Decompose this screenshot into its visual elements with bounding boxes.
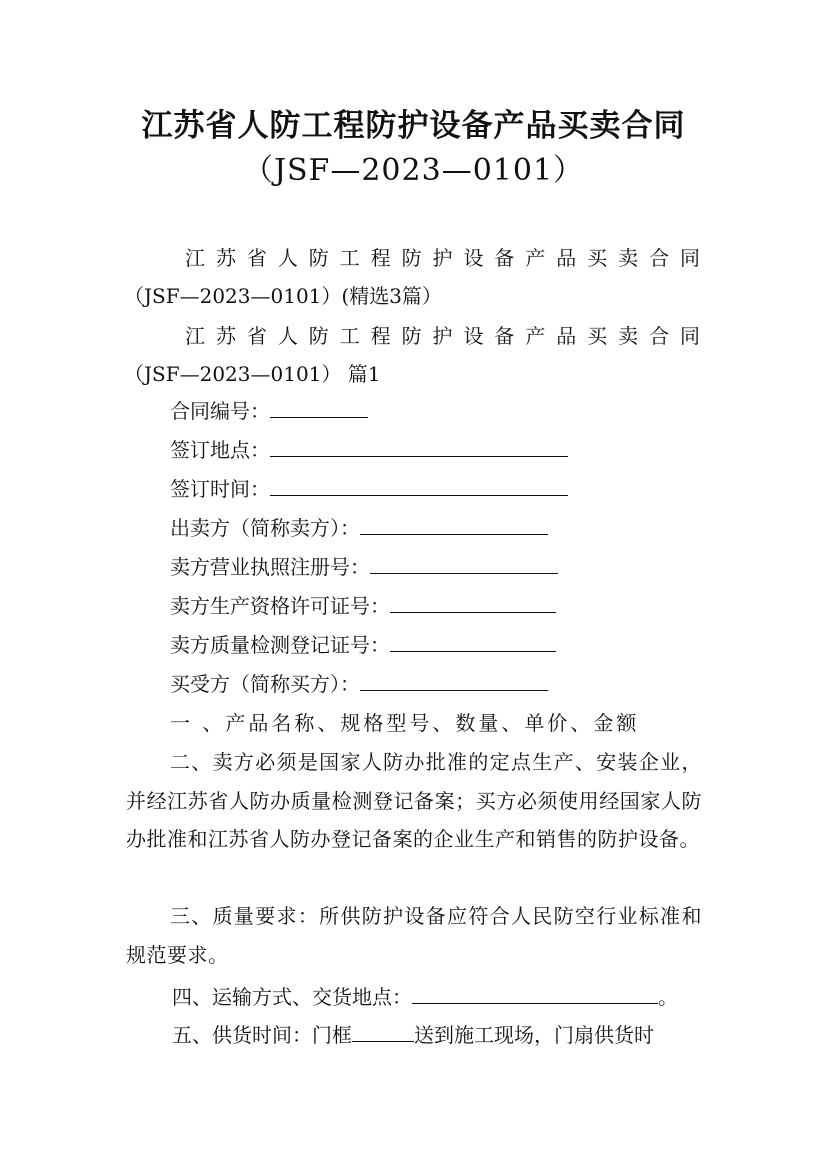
spread-char: 工 (339, 246, 360, 270)
intro-line-1 (185, 242, 700, 271)
field-contract-no (170, 398, 368, 424)
field-sign-time (170, 476, 568, 502)
field-seller-quality (170, 632, 556, 658)
spread-char: 防 (308, 246, 329, 270)
spread-char: 程 (370, 324, 391, 348)
clause-5 (172, 1022, 654, 1048)
field-buyer (170, 671, 548, 697)
field-seller-permit (170, 593, 556, 619)
field-seller-license-label: 卖方营业执照注册号： (170, 555, 370, 579)
intro-line-3 (185, 320, 700, 349)
clause-5-part-b: 送到施工现场，门扇供货时 (414, 1023, 654, 1047)
seller-permit-blank[interactable] (390, 594, 556, 613)
spread-char: 防 (308, 324, 329, 348)
seller-quality-blank[interactable] (390, 633, 556, 652)
intro-line-4: （JSF—2023—0101） 篇1 (124, 362, 381, 386)
spread-char: 防 (401, 246, 422, 270)
spread-char: 产 (525, 324, 546, 348)
buyer-blank[interactable] (360, 672, 548, 691)
spread-char: 人 (277, 324, 298, 348)
spread-char: 卖 (618, 246, 639, 270)
frame-delivery-blank[interactable] (352, 1023, 414, 1042)
sign-place-blank[interactable] (270, 438, 568, 457)
spread-char: 备 (494, 246, 515, 270)
clause-4 (172, 984, 678, 1010)
sign-time-blank[interactable] (270, 477, 568, 496)
spread-char: 省 (246, 246, 267, 270)
contract-no-blank[interactable] (270, 399, 368, 418)
field-seller-permit-label: 卖方生产资格许可证号： (170, 594, 390, 618)
spread-char: 买 (587, 324, 608, 348)
field-seller-label: 出卖方（简称卖方）： (170, 516, 360, 540)
field-sign-time-label: 签订时间： (170, 477, 270, 501)
clause-5-part-a: 五、供货时间：门框 (172, 1023, 352, 1047)
spread-char: 省 (246, 324, 267, 348)
spread-char: 江 (185, 246, 205, 270)
spread-char: 人 (277, 246, 298, 270)
clause-4-end: 。 (658, 985, 678, 1009)
spread-char: 同 (680, 324, 700, 348)
seller-license-blank[interactable] (370, 555, 558, 574)
field-buyer-label: 买受方（简称买方）： (170, 672, 360, 696)
clause-3: 三、质量要求：所供防护设备应符合人民防空行业标准和规范要求。 (126, 904, 702, 967)
spread-char: 苏 (215, 246, 236, 270)
spread-char: 设 (463, 324, 484, 348)
spread-char: 护 (432, 246, 453, 270)
field-sign-place (170, 437, 568, 463)
seller-blank[interactable] (360, 516, 548, 535)
spread-char: 护 (432, 324, 453, 348)
field-seller-quality-label: 卖方质量检测登记证号： (170, 633, 390, 657)
spread-char: 品 (556, 324, 577, 348)
spread-char: 防 (401, 324, 422, 348)
spread-char: 卖 (618, 324, 639, 348)
field-seller (170, 515, 548, 541)
field-sign-place-label: 签订地点： (170, 438, 270, 462)
spread-char: 程 (370, 246, 391, 270)
clause-4-label: 四、运输方式、交货地点： (172, 985, 412, 1009)
clause-1: 一 、产品名称、规格型号、数量、单价、金额 (170, 711, 640, 735)
field-seller-license (170, 554, 558, 580)
document-code: （JSF—2023—0101） (242, 153, 585, 188)
spread-char: 江 (185, 324, 205, 348)
spread-char: 合 (649, 324, 670, 348)
spread-char: 备 (494, 324, 515, 348)
field-contract-no-label: 合同编号： (170, 399, 270, 423)
delivery-place-blank[interactable] (412, 985, 658, 1004)
clause-2: 二、卖方必须是国家人防办批准的定点生产、安装企业，并经江苏省人防办质量检测登记备案；买方必须使用经国家人防办批准和江苏省人防办登记备案的企业生产和销售的防护设备。 (126, 750, 702, 851)
intro-line-2: （JSF—2023—0101）(精选3篇） (124, 284, 442, 308)
document-title: 江苏省人防工程防护设备产品买卖合同 (141, 108, 686, 144)
spread-char: 苏 (215, 324, 236, 348)
spread-char: 品 (556, 246, 577, 270)
spread-char: 工 (339, 324, 360, 348)
spread-char: 同 (680, 246, 700, 270)
spread-char: 产 (525, 246, 546, 270)
spread-char: 合 (649, 246, 670, 270)
spread-char: 买 (587, 246, 608, 270)
spread-char: 设 (463, 246, 484, 270)
